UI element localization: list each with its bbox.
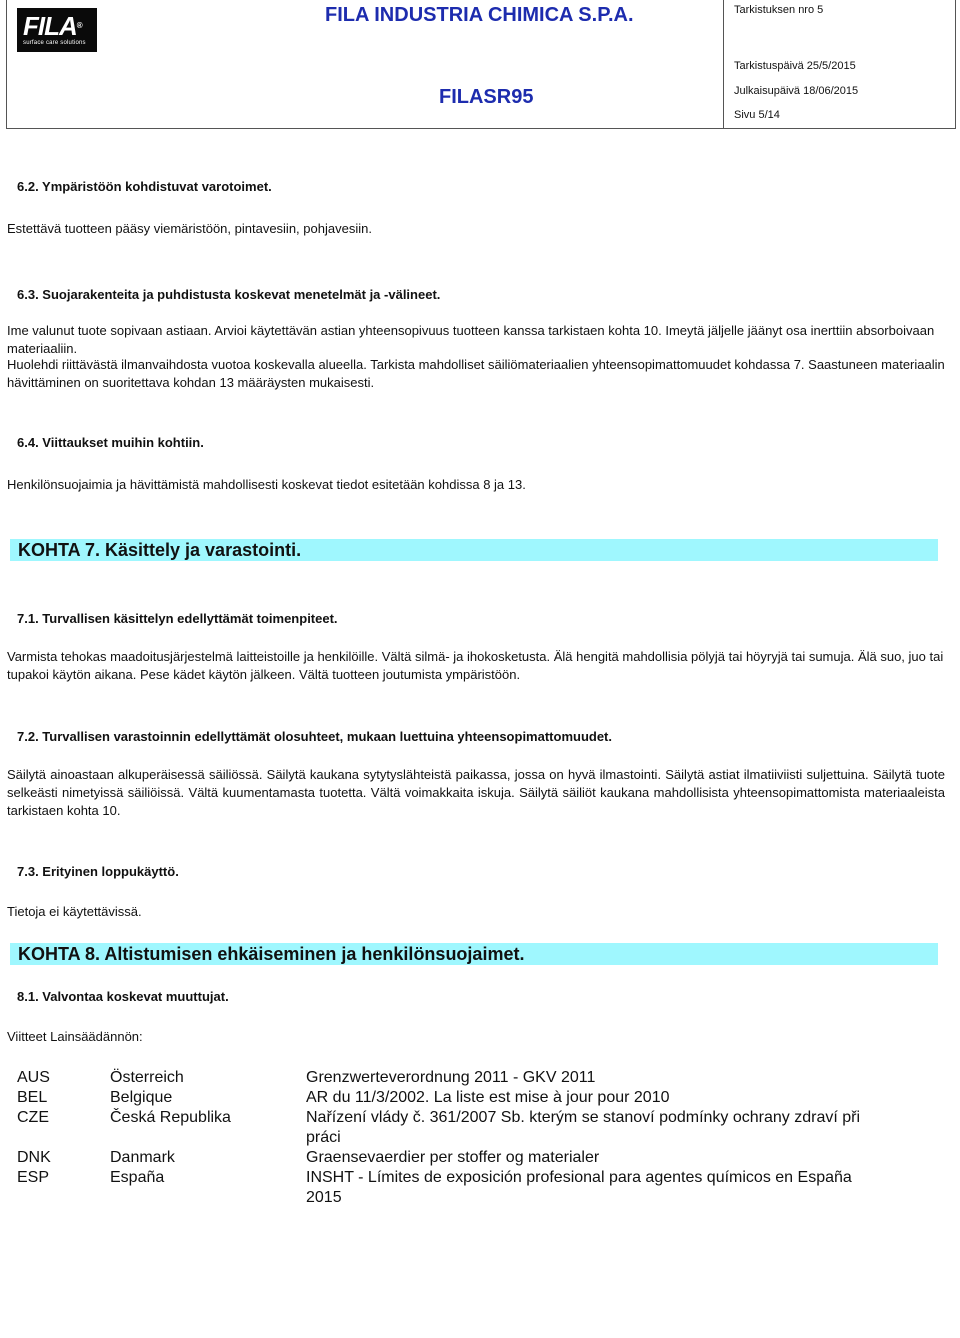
section-7-2-title: 7.2. Turvallisen varastoinnin edellyttämät olosuhteet, mukaan luettuina yhteensopimattomuudet.: [17, 729, 612, 744]
section-7-2-text: Säilytä ainoastaan alkuperäisessä säiliössä. Säilytä kaukana sytytyslähteistä paikassa, jossa on hyvä ilmastointi. Säilytä astiat ilmatiiviisti suljettuina. Säilytä tuote selkeästi nimetyissä säiliöissä. Vältä kuumentamasta tuotetta. Vältä voimakkaita iskuja. Säilytä säiliöt kaukana mahdollisista yhteensopimattomista materiaaleista tarkistaen kohta 10.: [7, 767, 945, 818]
section-6-4-text: Henkilönsuojaimia ja hävittämistä mahdollisesti koskevat tiedot esitetään kohdissa 8 ja 13.: [7, 477, 526, 492]
section-6-2-title: 6.2. Ympäristöön kohdistuvat varotoimet.: [17, 179, 272, 194]
country-name: Belgique: [110, 1089, 173, 1106]
document-header: [6, 0, 956, 129]
revision-date: Tarkistuspäivä 25/5/2015: [734, 60, 856, 72]
country-name: España: [110, 1169, 165, 1186]
law-reference: INSHT - Límites de exposición profesional para agentes químicos en España 2015: [306, 1169, 852, 1206]
country-name: Danmark: [110, 1149, 175, 1166]
section-8-heading-text: KOHTA 8. Altistumisen ehkäiseminen ja henkilönsuojaimet.: [18, 944, 525, 964]
publish-date: Julkaisupäivä 18/06/2015: [734, 85, 859, 97]
law-reference: Grenzwerteverordnung 2011 - GKV 2011: [306, 1069, 596, 1086]
section-7-1-title: 7.1. Turvallisen käsittelyn edellyttämät toimenpiteet.: [17, 611, 338, 626]
section-6-2-text: Estettävä tuotteen pääsy viemäristöön, pintavesiin, pohjavesiin.: [7, 221, 372, 236]
law-reference: AR du 11/3/2002. La liste est mise à jour pour 2010: [306, 1089, 670, 1106]
section-7-3-title: 7.3. Erityinen loppukäyttö.: [17, 864, 179, 879]
product-name: FILASR95: [439, 86, 534, 108]
section-8-1-title: 8.1. Valvontaa koskevat muuttujat.: [17, 989, 229, 1004]
law-reference: Graensevaerdier per stoffer og materialer: [306, 1149, 600, 1166]
section-7-heading-text: KOHTA 7. Käsittely ja varastointi.: [18, 540, 302, 560]
logo-tagline: surface care solutions: [23, 40, 86, 46]
section-6-3-title: 6.3. Suojarakenteita ja puhdistusta koskevat menetelmät ja -välineet.: [17, 287, 441, 302]
section-6-3-para-2: Huolehdi riittävästä ilmanvaihdosta vuotoa koskevalla alueella. Tarkista mahdolliset säiliömateriaalien yhteensopimattomuudet kohdassa 7. Saastuneen materiaalin hävittäminen on suoritettava kohdan 13 määräysten mukaisesti.: [7, 357, 945, 390]
country-code: DNK: [17, 1149, 51, 1166]
section-7-3-text: Tietoja ei käytettävissä.: [7, 904, 142, 919]
country-code: AUS: [17, 1069, 50, 1086]
law-reference: Nařízení vlády č. 361/2007 Sb. kterým se stanoví podmínky ochrany zdraví při práci: [306, 1109, 861, 1146]
section-6-3-para-1: Ime valunut tuote sopivaan astiaan. Arvioi käytettävän astian yhteensopivuus tuotteen kanssa tarkistaen kohta 10. Imeytä jäljelle jäänyt osa inerttiin absorboivaan materiaaliin.: [7, 323, 935, 356]
revision-number: Tarkistuksen nro 5: [734, 4, 824, 16]
header-divider: [723, 0, 724, 128]
section-6-4-title: 6.4. Viittaukset muihin kohtiin.: [17, 435, 204, 450]
section-8-heading: [10, 943, 938, 965]
country-code: ESP: [17, 1169, 50, 1186]
company-name: FILA INDUSTRIA CHIMICA S.P.A.: [325, 4, 634, 26]
country-code: CZE: [17, 1109, 49, 1126]
country-name: Česká Republika: [110, 1109, 231, 1126]
page-number: Sivu 5/14: [734, 109, 780, 121]
country-name: Österreich: [110, 1069, 184, 1086]
section-7-heading: [10, 539, 938, 561]
company-logo: [17, 8, 97, 52]
legislation-intro: Viitteet Lainsäädännön:: [7, 1029, 143, 1044]
section-7-1-text: Varmista tehokas maadoitusjärjestelmä laitteistoille ja henkilöille. Vältä silmä- ja ihokosketusta. Älä hengitä mahdollisia pölyjä tai höyryjä tai sumuja. Älä suo, juo tai tupakoi käytön aikana. Pese kädet käytön jälkeen. Vältä tuotteen joutumista ympäristöön.: [7, 649, 944, 682]
country-code: BEL: [17, 1089, 48, 1106]
logo-wordmark: FILA®: [23, 11, 82, 41]
